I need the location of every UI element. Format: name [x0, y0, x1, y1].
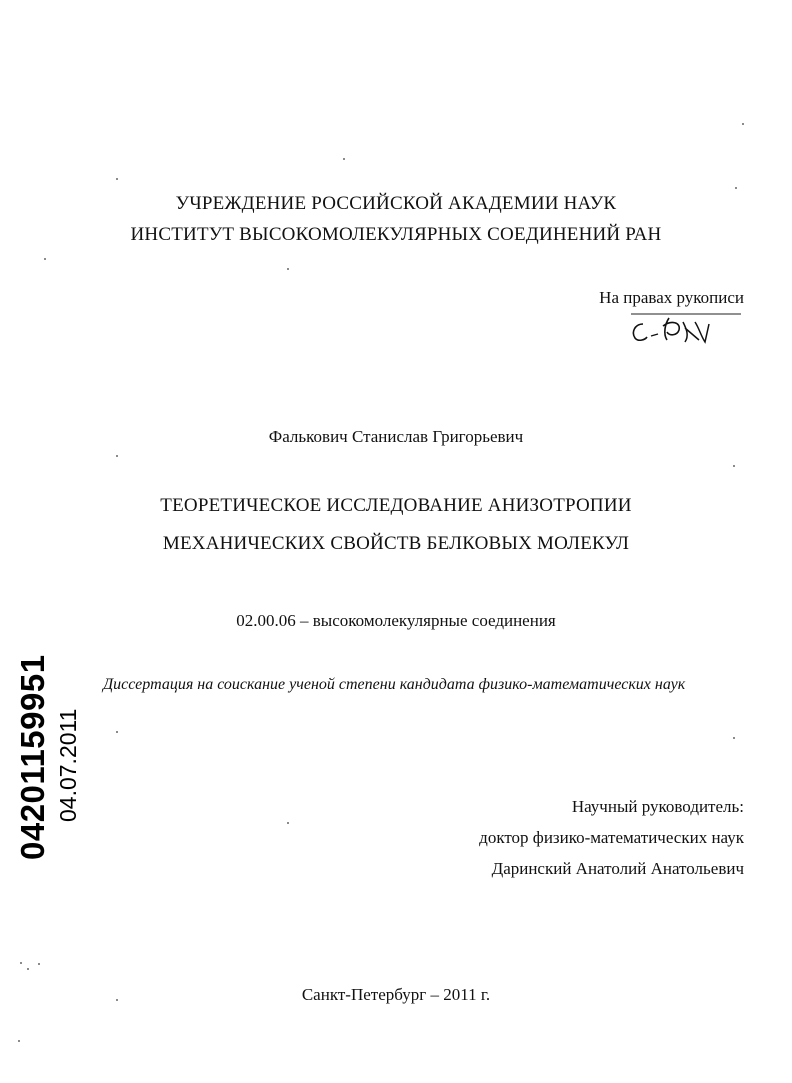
library-stamp-number: 04201159951 [14, 654, 51, 860]
thesis-title-line-2: МЕХАНИЧЕСКИХ СВОЙСТВ БЕЛКОВЫХ МОЛЕКУЛ [162, 533, 630, 554]
supervisor-rank: доктор физико-математических наук [479, 828, 744, 847]
scan-speck [733, 465, 735, 467]
supervisor-label: Научный руководитель: [571, 797, 744, 816]
institution-line-2: ИНСТИТУТ ВЫСОКОМОЛЕКУЛЯРНЫХ СОЕДИНЕНИЙ РАН [130, 224, 662, 245]
scan-speck [733, 737, 735, 739]
scan-speck [20, 962, 22, 964]
scan-speck [27, 968, 29, 970]
thesis-title-line-1: ТЕОРЕТИЧЕСКОЕ ИССЛЕДОВАНИЕ АНИЗОТРОПИИ [160, 495, 632, 516]
scan-speck [287, 822, 289, 824]
signature-image [625, 310, 745, 348]
institution-line-1: УЧРЕЖДЕНИЕ РОССИЙСКОЙ АКАДЕМИИ НАУК [175, 193, 617, 214]
scan-speck [116, 455, 118, 457]
scan-speck [116, 999, 118, 1001]
scan-speck [44, 258, 46, 260]
author-name: Фалькович Станислав Григорьевич [268, 427, 524, 446]
scan-speck [38, 963, 40, 965]
degree-statement: Диссертация на соискание ученой степени кандидата физико-математических наук [103, 676, 686, 693]
scan-speck [116, 731, 118, 733]
library-stamp-date: 04.07.2011 [55, 708, 81, 822]
scan-speck [116, 178, 118, 180]
scan-speck [735, 187, 737, 189]
scan-speck [18, 1040, 20, 1042]
city-year: Санкт-Петербург – 2011 г. [301, 985, 491, 1004]
scan-speck [343, 158, 345, 160]
manuscript-note: На правах рукописи [599, 288, 744, 307]
supervisor-name: Даринский Анатолий Анатольевич [491, 859, 744, 878]
scan-speck [742, 123, 744, 125]
specialty-code: 02.00.06 – высокомолекулярные соединения [236, 611, 556, 630]
scan-speck [287, 268, 289, 270]
